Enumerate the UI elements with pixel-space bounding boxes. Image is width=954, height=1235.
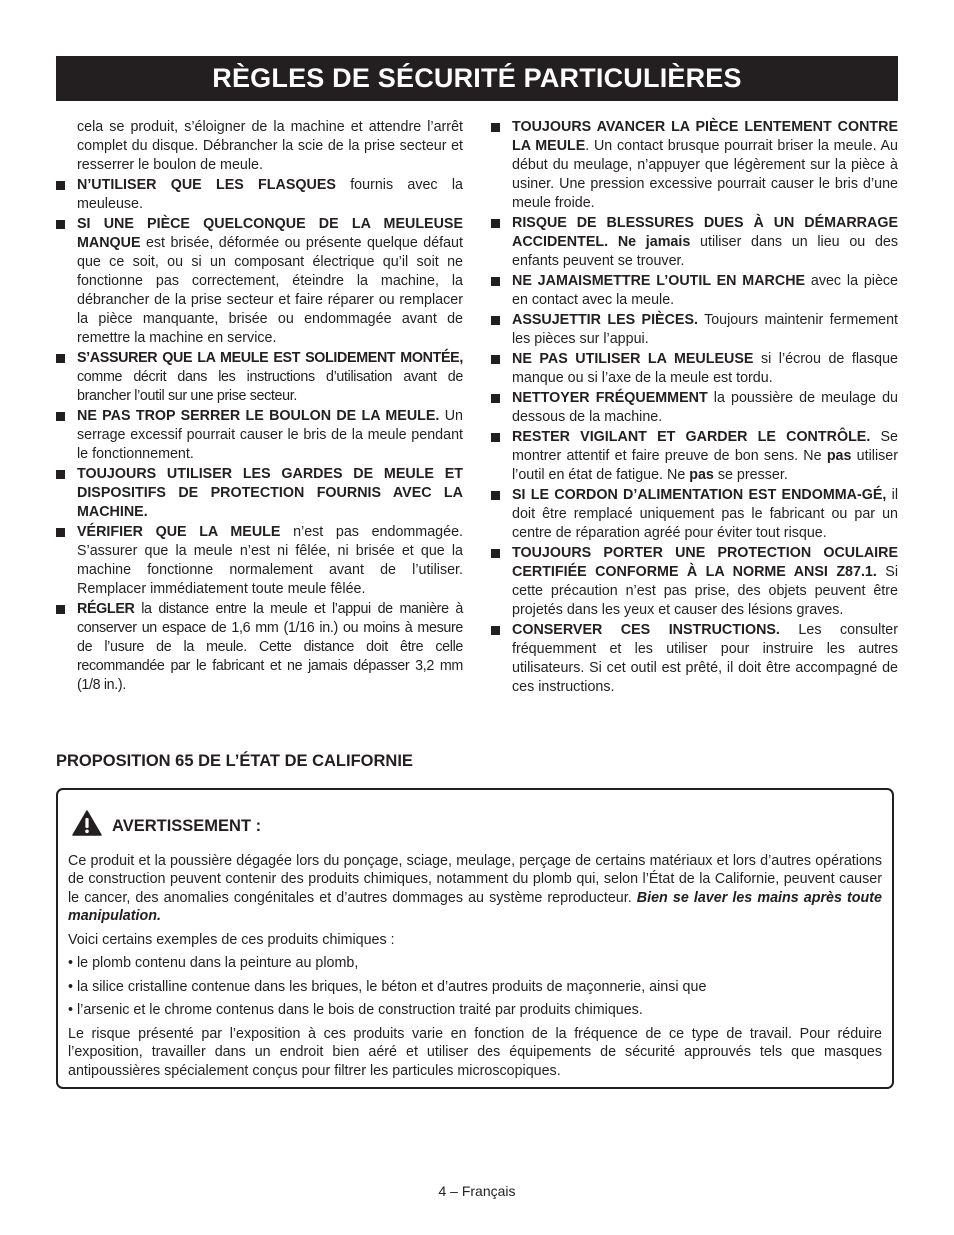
section-banner <box>56 56 898 101</box>
warning-triangle-icon <box>72 810 102 842</box>
list-item: S’ASSURER QUE LA MEULE EST SOLIDEMENT MONTÉE, comme décrit dans les instructions d’utilisation avant de brancher l’outil sur une prise secteur. <box>56 349 463 406</box>
list-item: RISQUE DE BLESSURES DUES À UN DÉMARRAGE ACCIDENTEL. Ne jamais utiliser dans un lieu ou des enfants peuvent se trouver. <box>491 214 898 271</box>
list-item: NE PAS UTILISER LA MEULEUSE si l’écrou de flasque manque ou si l’axe de la meule est tordu. <box>491 350 898 388</box>
list-item: SI UNE PIÈCE QUELCONQUE DE LA MEULEUSE MANQUE est brisée, déformée ou présente quelque défaut que ce soit, ou si un composant électrique qu’il soit ne fonctionne pas correctement, éteindre la machine, la débrancher de la prise secteur et faire réparer ou remplacer la pièce manquante, brisée ou endommagée avant de remettre la machine en service. <box>56 215 463 348</box>
warning-label: AVERTISSEMENT : <box>112 816 262 835</box>
list-item: TOUJOURS AVANCER LA PIÈCE LENTEMENT CONTRE LA MEULE. Un contact brusque pourrait briser la meule. Au début du meulage, n’appuyer que légèrement sur la pièce à usiner. Une pression excessive pourrait causer le bris d’une meule froide. <box>491 118 898 213</box>
list-item: RÉGLER la distance entre la meule et l’appui de manière à conserver un espace de 1,6 mm (1/16 in.) ou moins à mesure de l’usure de la meule. Cette distance doit être celle recommandée par le fabricant et ne jamais dépasser 3,2 mm (1/8 in.). <box>56 600 463 695</box>
chemical-bullet: • le plomb contenu dans la peinture au plomb, <box>68 955 359 971</box>
warning-paragraph-2: Voici certains exemples de ces produits chimiques : <box>68 931 395 948</box>
warning-paragraph-1: Ce produit et la poussière dégagée lors du ponçage, sciage, meulage, perçage de certains matériaux et lors d’autres opérations de construction peuvent contenir des produits chimiques, notamment du plomb qui, selon l’État de la Californie, peuvent causer le cancer, des anomalies congénitales et d’autres dommages au système reproducteur. Bien se laver les mains après toute manipulation. <box>68 852 882 924</box>
page-title: RÈGLES DE SÉCURITÉ PARTICULIÈRES <box>212 63 742 93</box>
list-item: VÉRIFIER QUE LA MEULE n’est pas endommagée. S’assurer que la meule n’est ni fêlée, ni brisée et que la machine fonctionne normalement avant de l’utiliser. Remplacer immédiatement toute meule fêlée. <box>56 523 463 599</box>
left-column <box>56 118 463 696</box>
list-item: NE PAS TROP SERRER LE BOULON DE LA MEULE. Un serrage excessif pourrait causer le bris de la meule pendant le fonctionnement. <box>56 407 463 464</box>
list-item: CONSERVER CES INSTRUCTIONS. Les consulter fréquemment et les utiliser pour instruire les autres utilisateurs. Si cet outil est prêté, il doit être accompagné de ces instructions. <box>491 621 898 697</box>
right-column <box>491 118 898 698</box>
chemical-bullet: • la silice cristalline contenue dans les briques, le béton et d’autres produits de maçonnerie, ainsi que <box>68 978 707 995</box>
warning-header <box>72 810 882 842</box>
warning-box <box>56 788 894 1089</box>
list-item: NETTOYER FRÉQUEMMENT la poussière de meulage du dessous de la machine. <box>491 389 898 427</box>
list-item: N’UTILISER QUE LES FLASQUES fournis avec la meuleuse. <box>56 176 463 214</box>
list-item: TOUJOURS PORTER UNE PROTECTION OCULAIRE CERTIFIÉE CONFORME À LA NORME ANSI Z87.1. Si cette précaution n’est pas prise, des objets peuvent être projetés dans les yeux et causer des lésions graves. <box>491 544 898 620</box>
warning-paragraph-3: Le risque présenté par l’exposition à ces produits varie en fonction de la fréquence de ce type de travail. Pour réduire l’exposition, travailler dans un endroit bien aéré et utiliser des équipements de sécurité approuvés tels que masques antipoussières spécialement conçus pour filtrer les particules microscopiques. <box>68 1025 882 1079</box>
section-title-prop65: PROPOSITION 65 DE L’ÉTAT DE CALIFORNIE <box>56 752 413 770</box>
list-item: ASSUJETTIR LES PIÈCES. Toujours maintenir fermement les pièces sur l’appui. <box>491 311 898 349</box>
list-item-continuation: cela se produit, s’éloigner de la machine et attendre l’arrêt complet du disque. Débrancher la scie de la prise secteur et resserrer le boulon de meule. <box>77 119 463 173</box>
list-item: RESTER VIGILANT ET GARDER LE CONTRÔLE. Se montrer attentif et faire preuve de bon sens. Ne pas utiliser l’outil en état de fatigue. Ne pas se presser. <box>491 428 898 485</box>
list-item: NE JAMAISMETTRE L’OUTIL EN MARCHE avec la pièce en contact avec la meule. <box>491 272 898 310</box>
page-footer: 4 – Français <box>438 1183 516 1199</box>
chemical-bullet: • l’arsenic et le chrome contenus dans le bois de construction traité par produits chimiques. <box>68 1002 643 1018</box>
list-item: SI LE CORDON D’ALIMENTATION EST ENDOMMA-GÉ, il doit être remplacé uniquement pas le fabricant ou par un centre de réparation agréé pour éviter tout risque. <box>491 486 898 543</box>
list-item: TOUJOURS UTILISER LES GARDES DE MEULE ET DISPOSITIFS DE PROTECTION FOURNIS AVEC LA MACHINE. <box>56 465 463 522</box>
